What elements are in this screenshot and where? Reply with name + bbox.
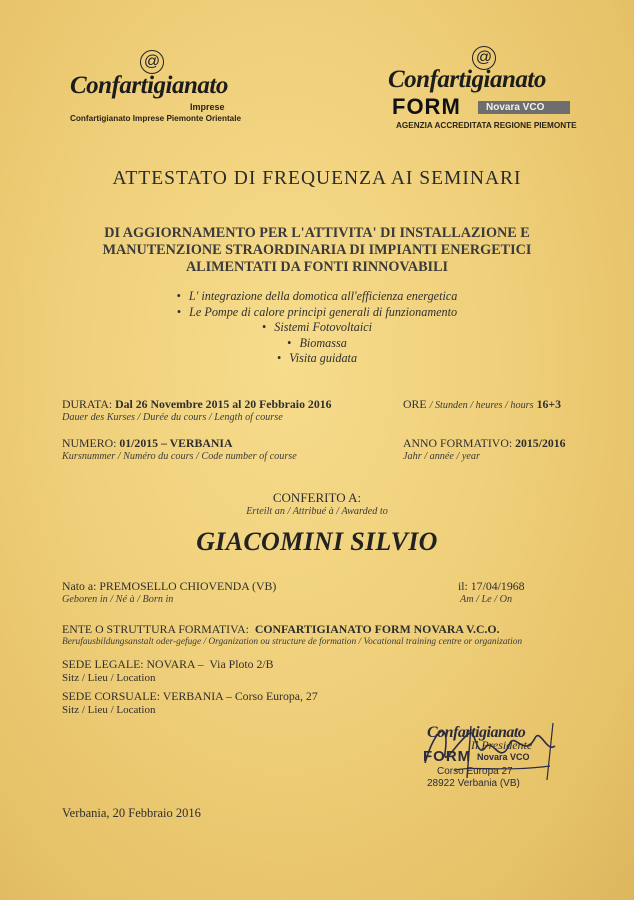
anno-label: ANNO FORMATIVO: [403, 436, 513, 450]
topic-text: L' integrazione della domotica all'efficienza energetica [188, 289, 458, 303]
nato-block [62, 579, 276, 605]
sede-legale-translation: Sitz / Lieu / Location [62, 672, 156, 684]
conferito-label: CONFERITO A: [272, 490, 362, 505]
stamp-presidente: Il Presidente [471, 738, 533, 752]
bullet-icon: • [176, 289, 181, 303]
at-icon: @ [472, 46, 496, 70]
anno-block [403, 436, 566, 462]
durata-label: DURATA: [62, 397, 113, 411]
durata-translation: Dauer des Kurses / Durée du cours / Length of course [62, 412, 283, 423]
recipient-name: GIACOMINI SILVIO [196, 527, 438, 556]
anno-value: 2015/2016 [515, 436, 566, 450]
ente-label: ENTE O STRUTTURA FORMATIVA: [62, 622, 249, 636]
sede-corsuale-label: SEDE CORSUALE: VERBANIA – Corso Europa, 27 [62, 689, 318, 703]
at-icon: @ [140, 50, 164, 74]
bullet-icon: • [176, 304, 182, 319]
list-item [0, 320, 634, 336]
nato-translation: Geboren in / Né à / Born in [62, 594, 174, 605]
topics-list [0, 289, 634, 367]
il-label: il: 17/04/1968 [458, 579, 525, 593]
ente-value: CONFARTIGIANATO FORM NOVARA V.C.O. [254, 622, 500, 636]
sede-legale-label: SEDE LEGALE: NOVARA – Via Ploto 2/B [62, 657, 274, 671]
il-block [458, 579, 525, 605]
ente-block [62, 622, 522, 647]
subtitle-line: DI AGGIORNAMENTO PER L'ATTIVITA' DI INSTALLAZIONE E [104, 225, 530, 241]
certificate-subtitle [0, 225, 634, 276]
place-date: Verbania, 20 Febbraio 2016 [62, 806, 201, 820]
stamp-form: FORM [423, 748, 472, 765]
stamp-novara: Novara VCO [477, 752, 530, 762]
durata-value: Dal 26 Novembre 2015 al 20 Febbraio 2016 [115, 397, 332, 411]
ore-block [403, 397, 561, 412]
topic-text: Le Pompe di calore principi generali di funzionamento [189, 304, 458, 319]
numero-block [62, 436, 297, 462]
ente-translation: Berufausbildungsanstalt oder-gefuge / Organization ou structure de formation / Vocational training centre or organization [62, 637, 523, 647]
ore-value: 16+3 [536, 397, 561, 411]
logo-left-org: Confartigianato Imprese Piemonte Orientale [70, 114, 242, 123]
conferito-translation: Erteilt an / Attribué à / Awarded to [246, 506, 388, 517]
logo-right-form: FORM [392, 94, 461, 119]
topic-text: Visita guidata [289, 351, 358, 365]
numero-label: NUMERO: [62, 436, 117, 450]
list-item [0, 351, 634, 367]
list-item [0, 305, 634, 321]
logo-right-novara: Novara VCO [478, 101, 570, 114]
il-translation: Am / Le / On [460, 594, 513, 605]
list-item [0, 289, 634, 305]
sede-corsuale-block [62, 689, 318, 716]
stamp-brand: Confartigianato [427, 724, 526, 741]
sede-legale-block [62, 657, 274, 684]
logo-right-brand: Confartigianato [388, 66, 546, 93]
logo-left [62, 50, 252, 130]
durata-block [62, 397, 332, 423]
bullet-icon: • [261, 320, 267, 334]
topic-text: Sistemi Fotovoltaici [274, 320, 373, 334]
stamp-street: Corso Europa 27 [437, 766, 513, 777]
logo-left-sub: Imprese [190, 102, 225, 112]
conferito-block [0, 490, 634, 517]
bullet-icon: • [276, 351, 282, 365]
topic-text: Biomassa [299, 335, 347, 350]
subtitle-line: MANUTENZIONE STRAORDINARIA DI IMPIANTI ENERGETICI [102, 242, 532, 258]
logo-right-agency: AGENZIA ACCREDITATA REGIONE PIEMONTE [396, 121, 577, 130]
logo-left-brand: Confartigianato [70, 72, 228, 99]
numero-value: 01/2015 – VERBANIA [119, 436, 233, 450]
ore-translation: / Stunden / heures / hours [429, 400, 534, 411]
certificate-title: ATTESTATO DI FREQUENZA AI SEMINARI [112, 168, 522, 189]
sede-corsuale-translation: Sitz / Lieu / Location [62, 704, 156, 716]
numero-translation: Kursnummer / Numéro du cours / Code number of course [62, 451, 297, 462]
anno-translation: Jahr / année / year [403, 451, 480, 462]
logo-right [386, 46, 586, 136]
stamp-city: 28922 Verbania (VB) [427, 778, 520, 789]
subtitle-line: ALIMENTATI DA FONTI RINNOVABILI [185, 259, 449, 275]
list-item [0, 336, 634, 352]
bullet-icon: • [287, 335, 292, 350]
stamp [415, 708, 575, 793]
ore-label: ORE [403, 397, 427, 411]
nato-label: Nato a: PREMOSELLO CHIOVENDA (VB) [62, 579, 277, 593]
